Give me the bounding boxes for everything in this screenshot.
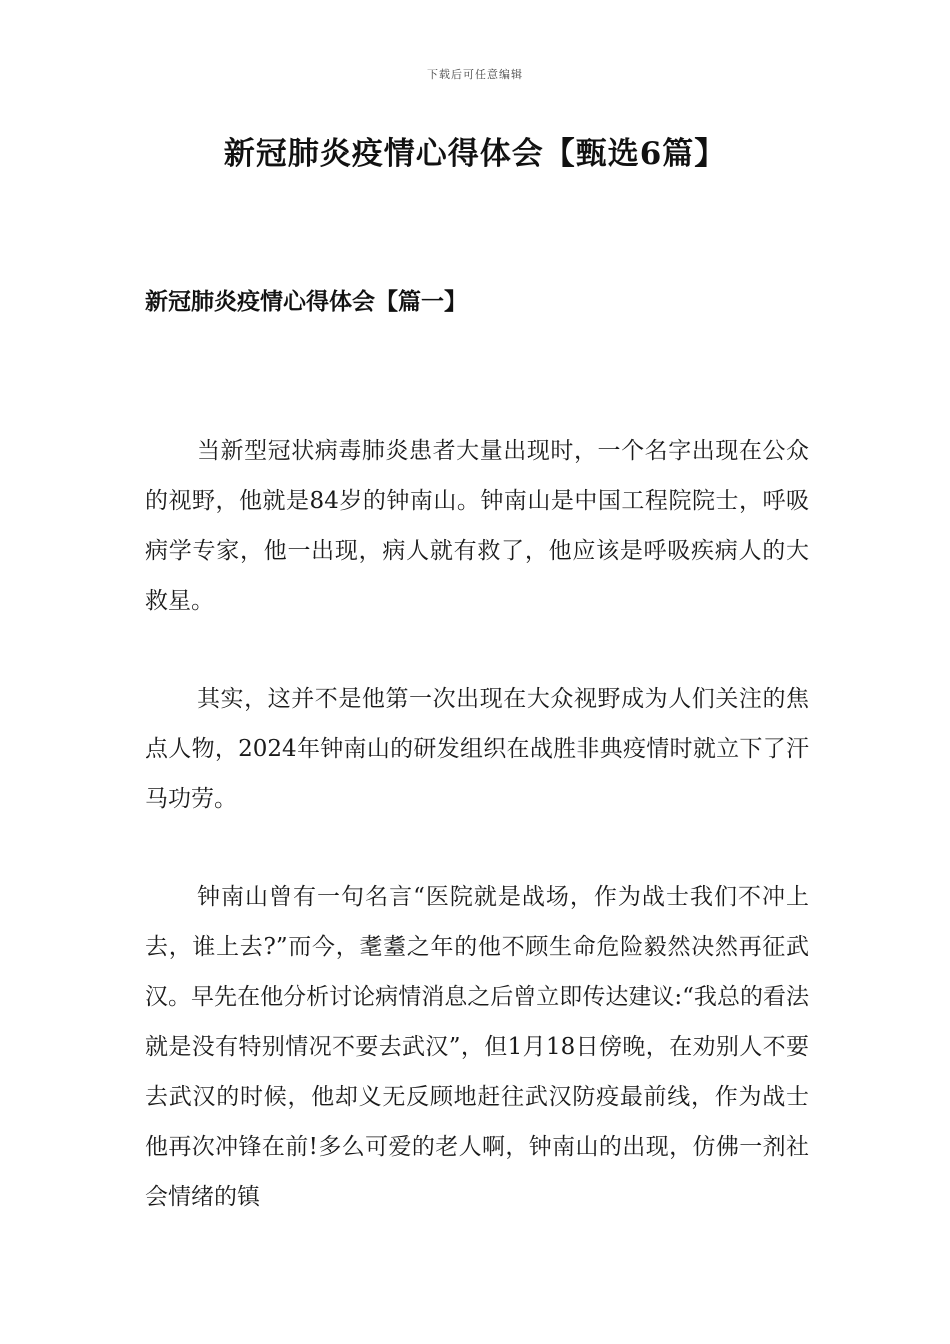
document-title: 新冠肺炎疫情心得体会【甄选6篇】 (223, 136, 727, 172)
paragraph: 钟南山曾有一句名言“医院就是战场，作为战士我们不冲上去，谁上去?”而今，耄耋之年的他不顾生命危险毅然决然再征武汉。早先在他分析讨论病情消息之后曾立即传达建议:“我总的看法就是没有特别情况不要去武汉”，但1月18日傍晚，在劝别人不要去武汉的时候，他却义无反顾地赶往武汉防疫最前线，作为战士他再次冲锋在前!多么可爱的老人啊，钟南山的出现，仿佛一剂社会情绪的镇 (145, 884, 809, 1210)
section-heading: 新冠肺炎疫情心得体会【篇一】 (145, 288, 467, 315)
paragraph: 当新型冠状病毒肺炎患者大量出现时，一个名字出现在公众的视野，他就是84岁的钟南山。钟南山是中国工程院院士，呼吸病学专家，他一出现，病人就有救了，他应该是呼吸疾病人的大救星。 (145, 438, 809, 614)
paragraph: 其实，这并不是他第一次出现在大众视野成为人们关注的焦点人物，2024年钟南山的研发组织在战胜非典疫情时就立下了汗马功劳。 (145, 686, 809, 812)
header-note: 下载后可任意编辑 (427, 68, 523, 81)
